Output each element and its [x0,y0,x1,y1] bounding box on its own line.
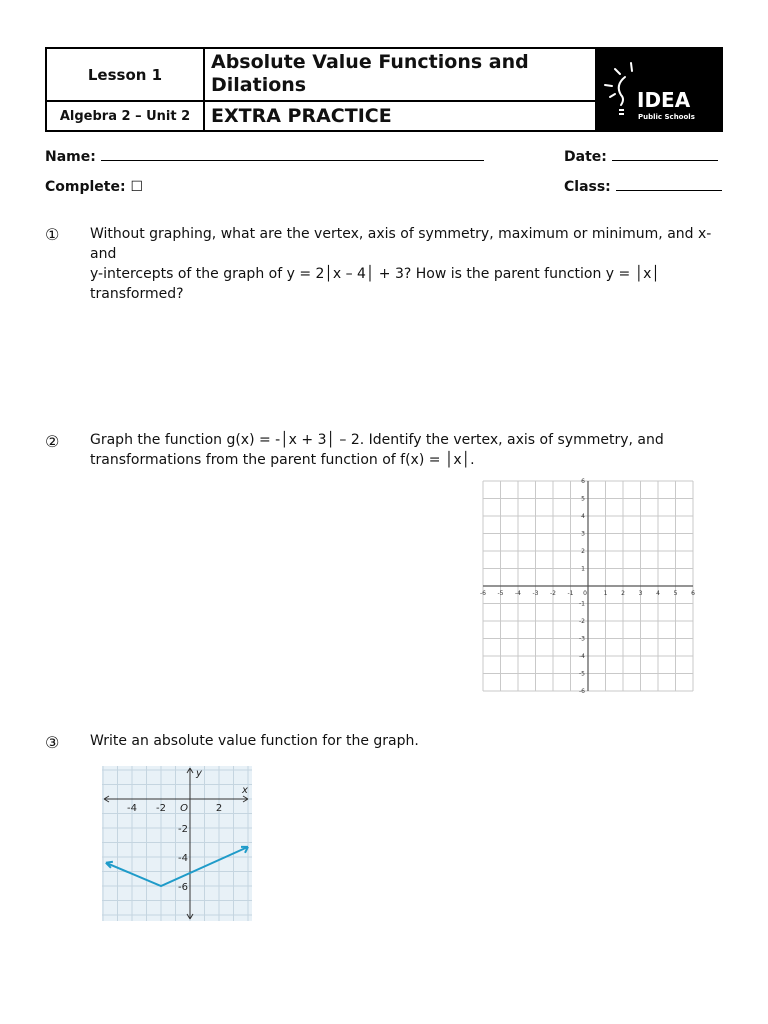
graph-x-tick-label: 2 [215,803,223,814]
x-tick-label: 0 [583,590,587,597]
name-field[interactable] [45,146,484,165]
grid-axes [483,481,693,691]
absolute-value-graph [102,766,252,921]
lightbulb-icon [597,49,721,130]
x-tick-label: -2 [550,590,556,597]
course-cell [45,100,205,132]
x-tick-label: -5 [497,590,504,597]
practice-label: EXTRA PRACTICE [211,105,392,127]
x-tick-label: -4 [515,590,521,597]
question-2-number: ② [45,432,60,451]
x-tick-label: -3 [532,590,539,597]
x-tick-label: -6 [480,590,486,597]
y-tick-label: 4 [581,513,585,520]
worksheet-header [45,47,723,132]
graph-y-label: y [196,768,202,779]
y-tick-label: -1 [579,600,585,608]
question-3-text [90,731,730,751]
question-2-line-1: Graph the function g(x) = -│x + 3│ – 2. Identify the vertex, axis of symmetry, and [90,432,664,448]
y-tick-label: -6 [579,688,585,695]
question-2-line-2: transformations from the parent function of f(x) = │x│. [90,452,475,468]
x-tick-label: 1 [603,590,608,597]
question-2-text [90,430,730,470]
name-label: Name: [45,149,96,165]
graph-x-tick-label: -2 [156,803,166,814]
question-1-line-3: transformed? [90,286,184,302]
coordinate-grid[interactable] [478,477,700,703]
class-label: Class: [564,179,611,195]
logo-text: IDEA [637,88,691,112]
logo-subtext: Public Schools [638,113,695,121]
course-label: Algebra 2 – Unit 2 [59,108,191,124]
y-tick-label: -2 [579,618,585,625]
y-tick-label: 2 [581,548,585,555]
complete-label[interactable]: Complete: ☐ [45,179,144,195]
y-tick-label: -5 [579,670,585,678]
name-line[interactable] [101,148,484,161]
y-tick-label: -3 [579,635,585,643]
graph-x-label: x [242,785,248,796]
question-1-line-2: y-intercepts of the graph of y = 2│x – 4│ + 3? How is the parent function y = │x│ [90,266,660,282]
x-tick-label: 6 [691,590,695,597]
graph-x-tick-label: O [180,803,188,814]
question-1-number: ① [45,225,60,244]
question-1-line-1: Without graphing, what are the vertex, axis of symmetry, maximum or minimum, and x- and [90,226,712,262]
y-tick-label: 1 [581,565,585,573]
y-tick-label: 3 [581,530,585,538]
y-tick-label: 6 [581,478,585,485]
y-tick-label: 5 [581,495,585,503]
date-line[interactable] [612,148,718,161]
title-cell [203,47,597,102]
question-1-text [90,224,730,304]
graph-x-tick-label: -4 [127,803,137,814]
y-tick-label: -4 [579,653,585,660]
worksheet-title: Absolute Value Functions and Dilations [211,51,529,96]
complete-field[interactable] [45,176,143,195]
graph-y-tick-label: -4 [178,853,188,864]
practice-cell [203,100,597,132]
graph-y-tick-label: -6 [178,882,188,893]
x-tick-label: 3 [638,590,643,597]
date-field[interactable] [564,146,718,165]
x-tick-label: 5 [673,590,678,597]
lesson-label: Lesson 1 [87,65,163,84]
question-3-number: ③ [45,733,60,752]
x-tick-label: -1 [567,590,574,597]
x-tick-label: 2 [621,590,625,597]
graph-y-tick-label: -2 [178,824,188,835]
class-field[interactable] [564,176,722,195]
question-3-line-1: Write an absolute value function for the graph. [90,733,419,749]
x-tick-label: 4 [656,590,660,597]
lesson-cell [45,47,205,102]
class-line[interactable] [616,178,722,191]
date-label: Date: [564,149,607,165]
idea-logo [595,47,723,132]
